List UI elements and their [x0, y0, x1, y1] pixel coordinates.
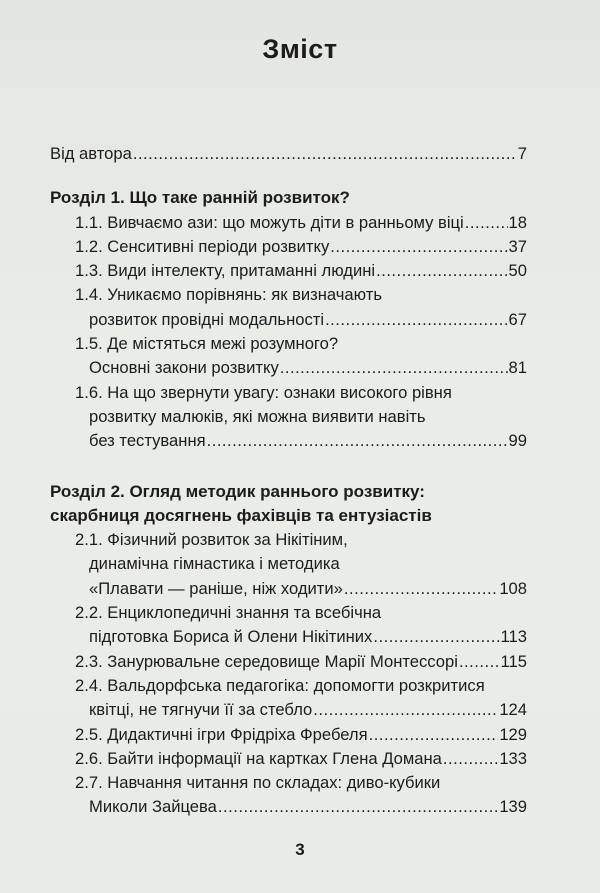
dot-leader [344, 577, 498, 601]
toc-entry-line [50, 577, 527, 601]
toc-entry-line [50, 625, 527, 649]
toc-entry [50, 771, 527, 820]
toc-entry [50, 381, 527, 454]
entry-page: 37 [508, 236, 527, 256]
dot-leader [376, 259, 507, 283]
toc-entry [50, 601, 527, 650]
toc-entry-line [50, 381, 527, 405]
entry-page: 108 [499, 578, 527, 598]
entry-title: 1.2. Сенситивні періоди розвитку [75, 236, 330, 256]
entry-title: Основні закони розвитку [89, 358, 279, 378]
toc-entry-line [50, 405, 527, 429]
dot-leader [325, 308, 507, 332]
entry-title: без тестування [89, 431, 206, 451]
entry-page: 124 [499, 700, 527, 720]
dot-leader [465, 211, 508, 235]
toc-entry-line [50, 674, 527, 698]
toc-entry-line [50, 723, 527, 747]
entry-title: 2.3. Занурювальне середовище Марії Монтессорі [75, 651, 458, 671]
entry-title: 2.5. Дидактичні ігри Фрідріха Фребеля [75, 724, 368, 744]
dot-leader [330, 235, 507, 259]
entry-title: квітці, не тягнучи її за стебло [89, 700, 313, 720]
toc-entry [50, 528, 527, 601]
dot-leader [207, 429, 508, 453]
toc-entry [50, 747, 527, 771]
entry-page: 113 [500, 627, 527, 647]
entry-title: Миколи Зайцева [89, 797, 217, 817]
entry-title: 1.4. Уникаємо порівнянь: як визначають [75, 285, 382, 305]
entry-title: 2.4. Вальдорфська педагогіка: допомогти розкритися [75, 675, 485, 695]
page-number: 3 [295, 840, 305, 859]
spacer [50, 454, 527, 480]
toc-entry [50, 235, 527, 259]
entry-title: 2.2. Енциклопедичні знання та всебічна [75, 603, 382, 623]
entry-title: підготовка Бориса й Олени Нікітиних [89, 627, 373, 647]
toc-entry [50, 650, 527, 674]
entry-title: динамічна гімнастика і методика [89, 554, 340, 574]
toc-entry [50, 332, 527, 381]
toc-entry [50, 142, 527, 166]
table-of-contents [50, 142, 527, 820]
entry-title: 2.7. Навчання читання по складах: диво-кубики [75, 773, 441, 793]
entry-page: 139 [499, 797, 527, 817]
toc-entry [50, 674, 527, 723]
entry-title: Від автора [50, 144, 132, 163]
toc-entry [50, 259, 527, 283]
dot-leader [443, 747, 498, 771]
dot-leader [280, 356, 508, 380]
toc-entry-line [50, 235, 527, 259]
toc-entry-line [50, 283, 527, 307]
spacer [50, 166, 527, 186]
toc-entry-line [50, 747, 527, 771]
entry-title: 1.1. Вивчаємо ази: що можуть діти в ранньому віці [75, 212, 464, 232]
entry-page: 133 [499, 748, 527, 768]
dot-leader [459, 650, 500, 674]
entry-page: 7 [517, 144, 527, 163]
toc-entry [50, 283, 527, 332]
entry-title: 2.1. Фізичний розвиток за Нікітіним, [75, 530, 348, 550]
toc-entry-line [50, 356, 527, 380]
entry-page: 129 [499, 724, 527, 744]
toc-entry-line [50, 332, 527, 356]
toc-entry-line [50, 552, 527, 576]
toc-entry-line [50, 795, 527, 819]
chapter-heading: Розділ 2. Огляд методик раннього розвитку: [50, 481, 425, 501]
toc-entry-line [50, 259, 527, 283]
toc-entry-line [50, 771, 527, 795]
entry-title: 1.6. На що звернути увагу: ознаки високого рівня [75, 382, 452, 402]
entry-page: 115 [500, 651, 527, 671]
entry-title: 1.5. Де містяться межі розумного? [75, 334, 339, 354]
chapter-heading: скарбниця досягнень фахівців та ентузіастів [50, 505, 432, 525]
entry-title: 1.3. Види інтелекту, притаманні людині [75, 261, 376, 281]
dot-leader [369, 723, 499, 747]
dot-leader [218, 795, 498, 819]
page-title: Зміст [262, 34, 338, 64]
dot-leader [313, 698, 498, 722]
toc-entry-line [50, 429, 527, 453]
toc-entry-line [50, 528, 527, 552]
dot-leader [373, 625, 499, 649]
toc-entry-line [50, 601, 527, 625]
entry-title: «Плавати — раніше, ніж ходити» [89, 578, 343, 598]
entry-title: 2.6. Байти інформації на картках Глена Домана [75, 748, 442, 768]
entry-title: розвитку малюків, які можна виявити навіть [89, 406, 426, 426]
dot-leader [133, 142, 517, 166]
toc-entry-line [50, 308, 527, 332]
entry-page: 18 [508, 212, 527, 232]
toc-entry [50, 211, 527, 235]
toc-entry-line [50, 142, 527, 166]
toc-entry-line [50, 650, 527, 674]
entry-page: 99 [508, 431, 527, 451]
entry-page: 81 [508, 358, 527, 378]
entry-page: 50 [508, 261, 527, 281]
toc-entry-line [50, 211, 527, 235]
entry-page: 67 [508, 309, 527, 329]
toc-entry [50, 723, 527, 747]
entry-title: розвиток провідні модальності [89, 309, 325, 329]
chapter-heading: Розділ 1. Що таке ранній розвиток? [50, 188, 350, 208]
toc-entry-line [50, 698, 527, 722]
